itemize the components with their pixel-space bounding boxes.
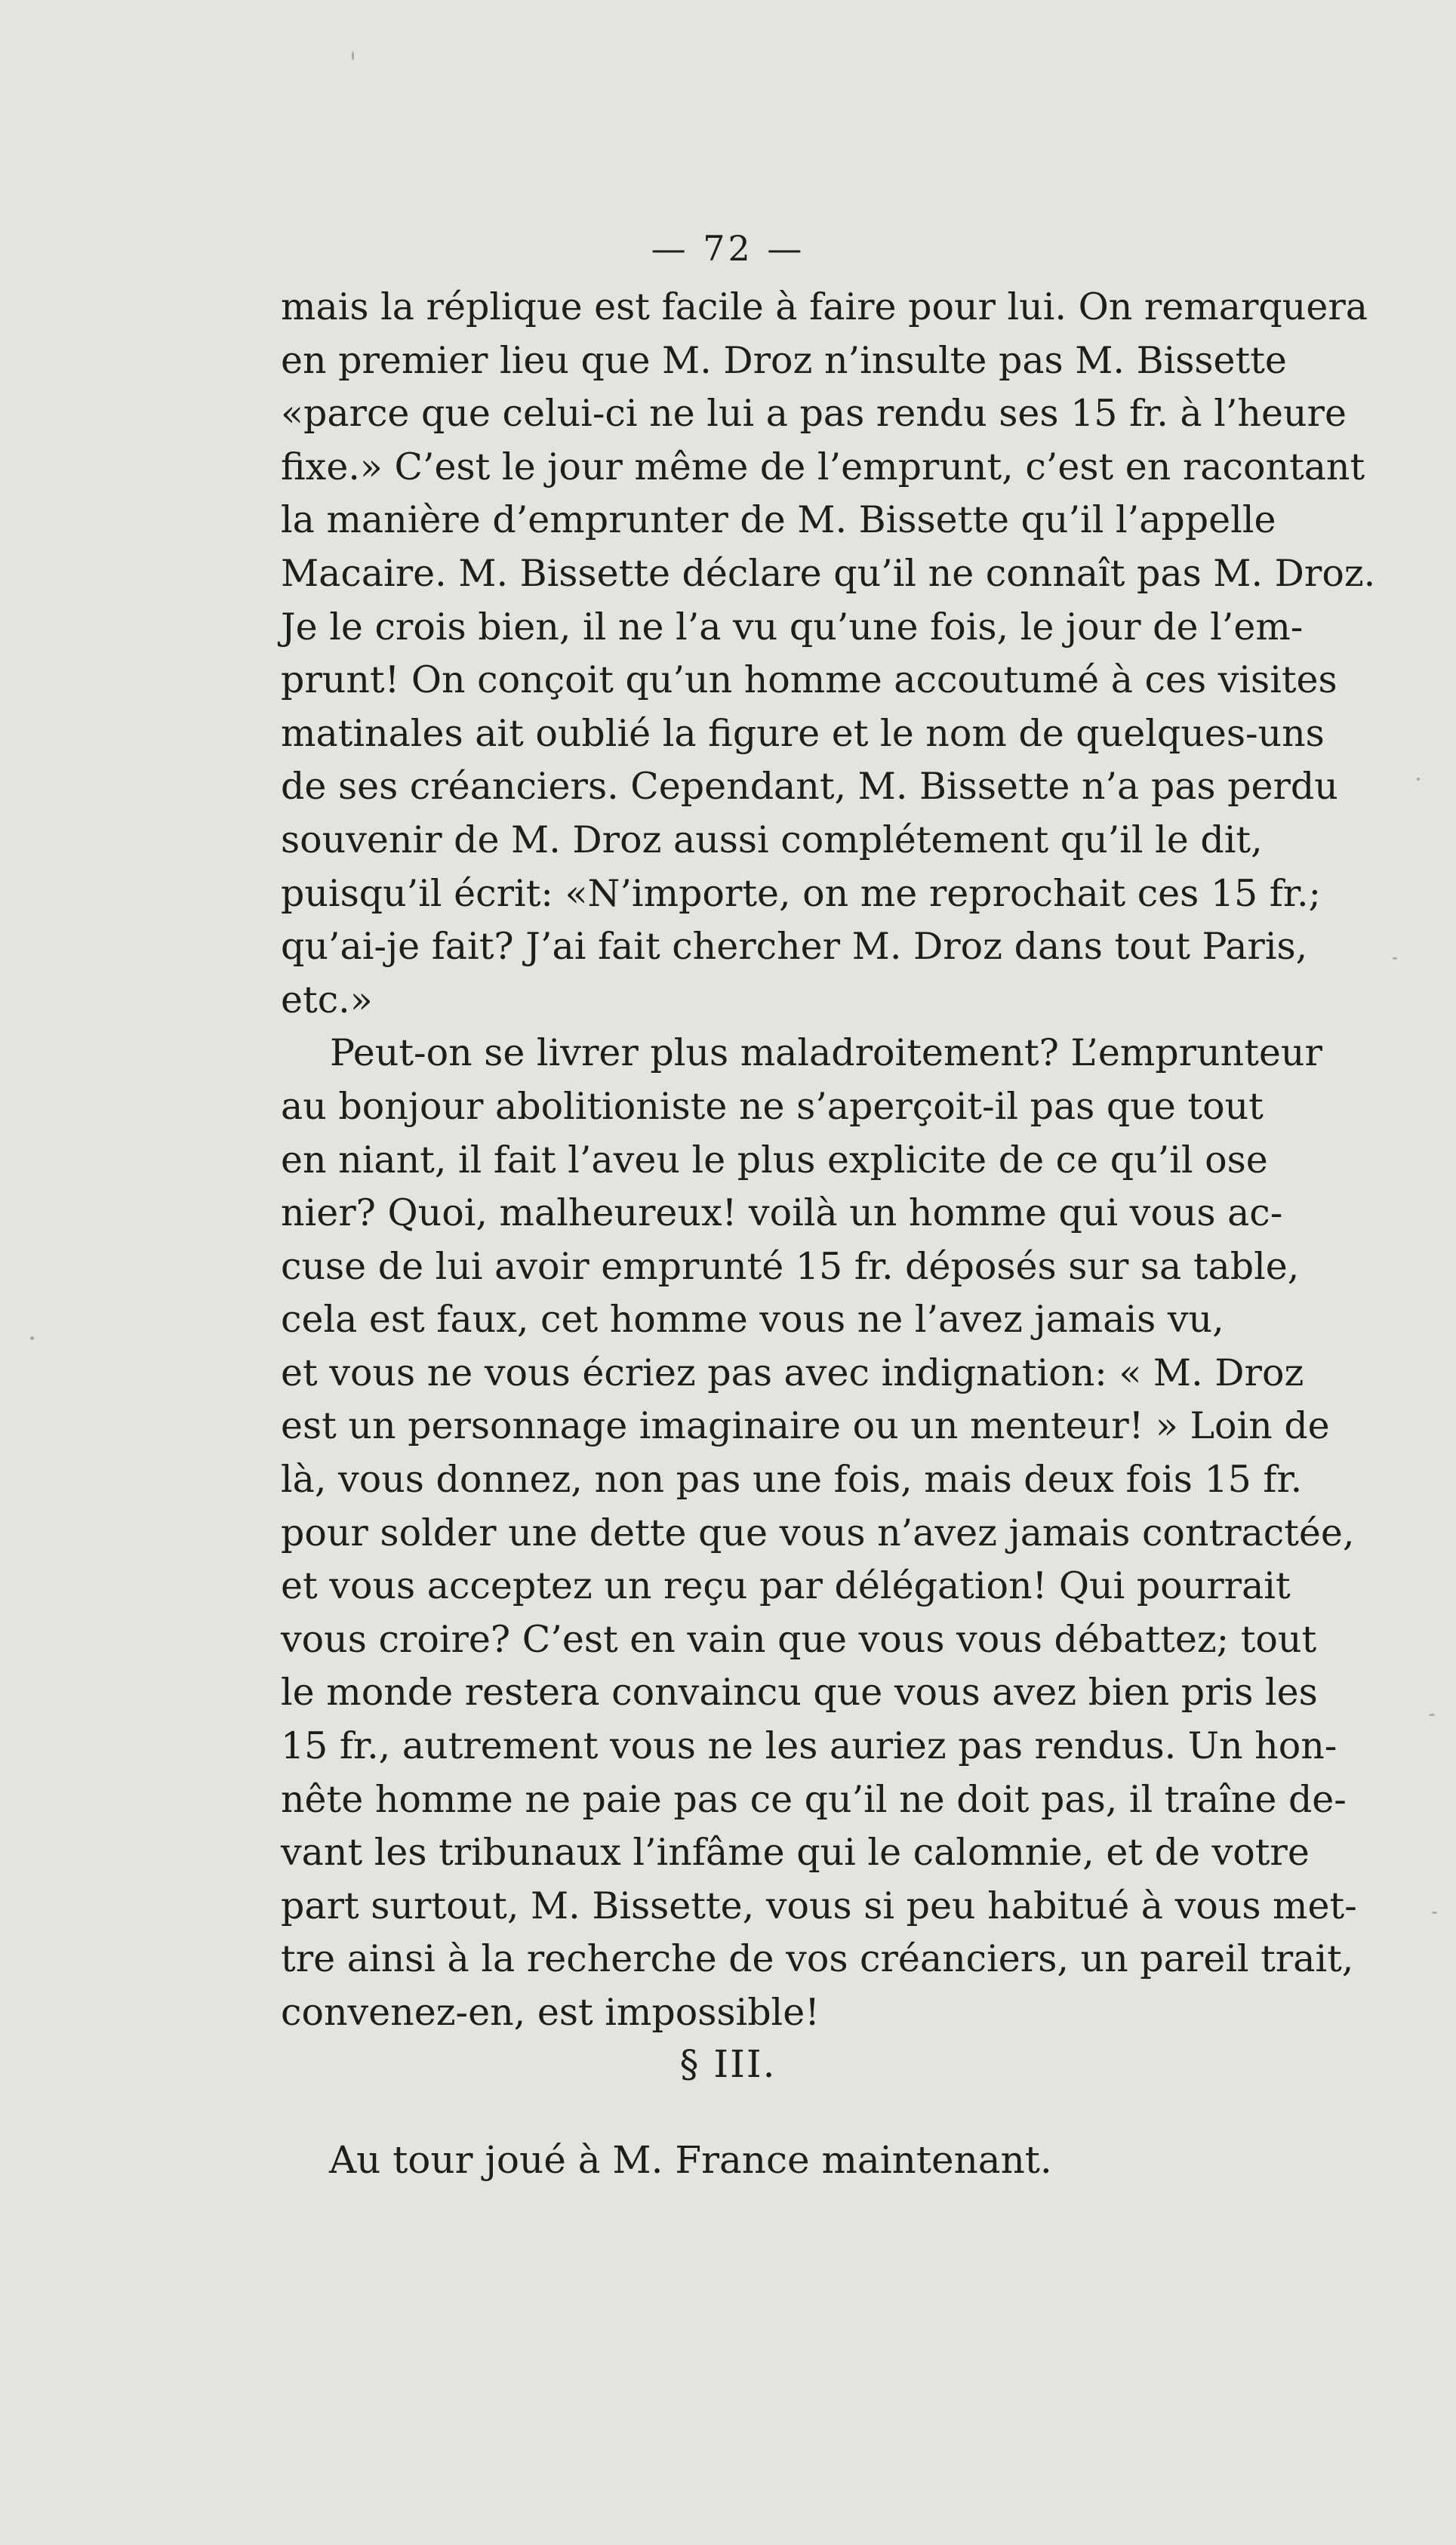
text-line: vous croire? C’est en vain que vous vous débattez; tout [281, 1617, 1317, 1661]
text-line: fixe.» C’est le jour même de l’emprunt, c’est en racontant [281, 445, 1365, 488]
text-line: la manière d’emprunter de M. Bissette qu’il l’appelle [281, 498, 1276, 542]
text-line: et vous acceptez un reçu par délégation! Qui pourrait [281, 1564, 1291, 1608]
text-line: tre ainsi à la recherche de vos créanciers, un pareil trait, [281, 1937, 1354, 1981]
text-line: puisqu’il écrit: «N’importe, on me reprochait ces 15 fr.; [281, 871, 1322, 915]
text-line: est un personnage imaginaire ou un menteur! » Loin de [281, 1404, 1330, 1448]
text-line: et vous ne vous écriez pas avec indignation: « M. Droz [281, 1351, 1304, 1394]
text-line: vant les tribunaux l’infâme qui le calomnie, et de votre [281, 1831, 1310, 1875]
text-line: en premier lieu que M. Droz n’insulte pas M. Bissette [281, 338, 1287, 382]
paper-speck [30, 1336, 34, 1340]
text-line: le monde restera convaincu que vous avez bien pris les [281, 1671, 1318, 1715]
text-line: etc.» [281, 978, 373, 1021]
text-line: «parce que celui-ci ne lui a pas rendu ses 15 fr. à l’heure [281, 392, 1347, 436]
text-line: mais la réplique est facile à faire pour lui. On remarquera [281, 285, 1368, 328]
body-text [281, 281, 1387, 2040]
text-line: là, vous donnez, non pas une fois, mais deux fois 15 fr. [281, 1458, 1303, 1502]
page-number: — 72 — [651, 228, 805, 269]
text-line: Macaire. M. Bissette déclare qu’il ne connaît pas M. Droz. [281, 551, 1376, 595]
section-heading: § III. [679, 2042, 777, 2086]
text-line: prunt! On conçoit qu’un homme accoutumé à ces visites [281, 658, 1337, 702]
text-line: souvenir de M. Droz aussi complétement qu’il le dit, [281, 818, 1263, 861]
text-line: matinales ait oublié la figure et le nom de quelques-uns [281, 711, 1325, 755]
text-line: pour solder une dette que vous n’avez jamais contractée, [281, 1511, 1355, 1554]
paper-speck [1393, 957, 1397, 960]
text-line: convenez-en, est impossible! [281, 1991, 820, 2034]
paper-speck [352, 51, 354, 60]
text-line: de ses créanciers. Cependant, M. Bissette n’a pas perdu [281, 765, 1338, 809]
paper-speck [1432, 1912, 1437, 1914]
paper-speck [1417, 778, 1420, 781]
text-line: qu’ai-je fait? J’ai fait chercher M. Droz dans tout Paris, [281, 925, 1308, 969]
text-line: au bonjour abolitioniste ne s’aperçoit-il pas que tout [281, 1084, 1264, 1128]
closing-line: Au tour joué à M. France maintenant. [329, 2138, 1052, 2182]
text-line: en niant, il fait l’aveu le plus explicite de ce qu’il ose [281, 1138, 1268, 1182]
text-line: cuse de lui avoir emprunté 15 fr. déposés sur sa table, [281, 1244, 1300, 1288]
text-line: nier? Quoi, malheureux! voilà un homme qui vous ac- [281, 1191, 1283, 1235]
paragraph-start-line: Peut-on se livrer plus maladroitement? L’emprunteur [330, 1031, 1322, 1075]
text-line: Je le crois bien, il ne l’a vu qu’une fois, le jour de l’em- [281, 605, 1304, 649]
text-line: cela est faux, cet homme vous ne l’avez jamais vu, [281, 1298, 1224, 1342]
paper-speck [1429, 1714, 1435, 1716]
text-line: nête homme ne paie pas ce qu’il ne doit pas, il traîne de- [281, 1777, 1347, 1821]
text-line: 15 fr., autrement vous ne les auriez pas rendus. Un hon- [281, 1724, 1337, 1768]
text-line: part surtout, M. Bissette, vous si peu habitué à vous met- [281, 1884, 1357, 1927]
